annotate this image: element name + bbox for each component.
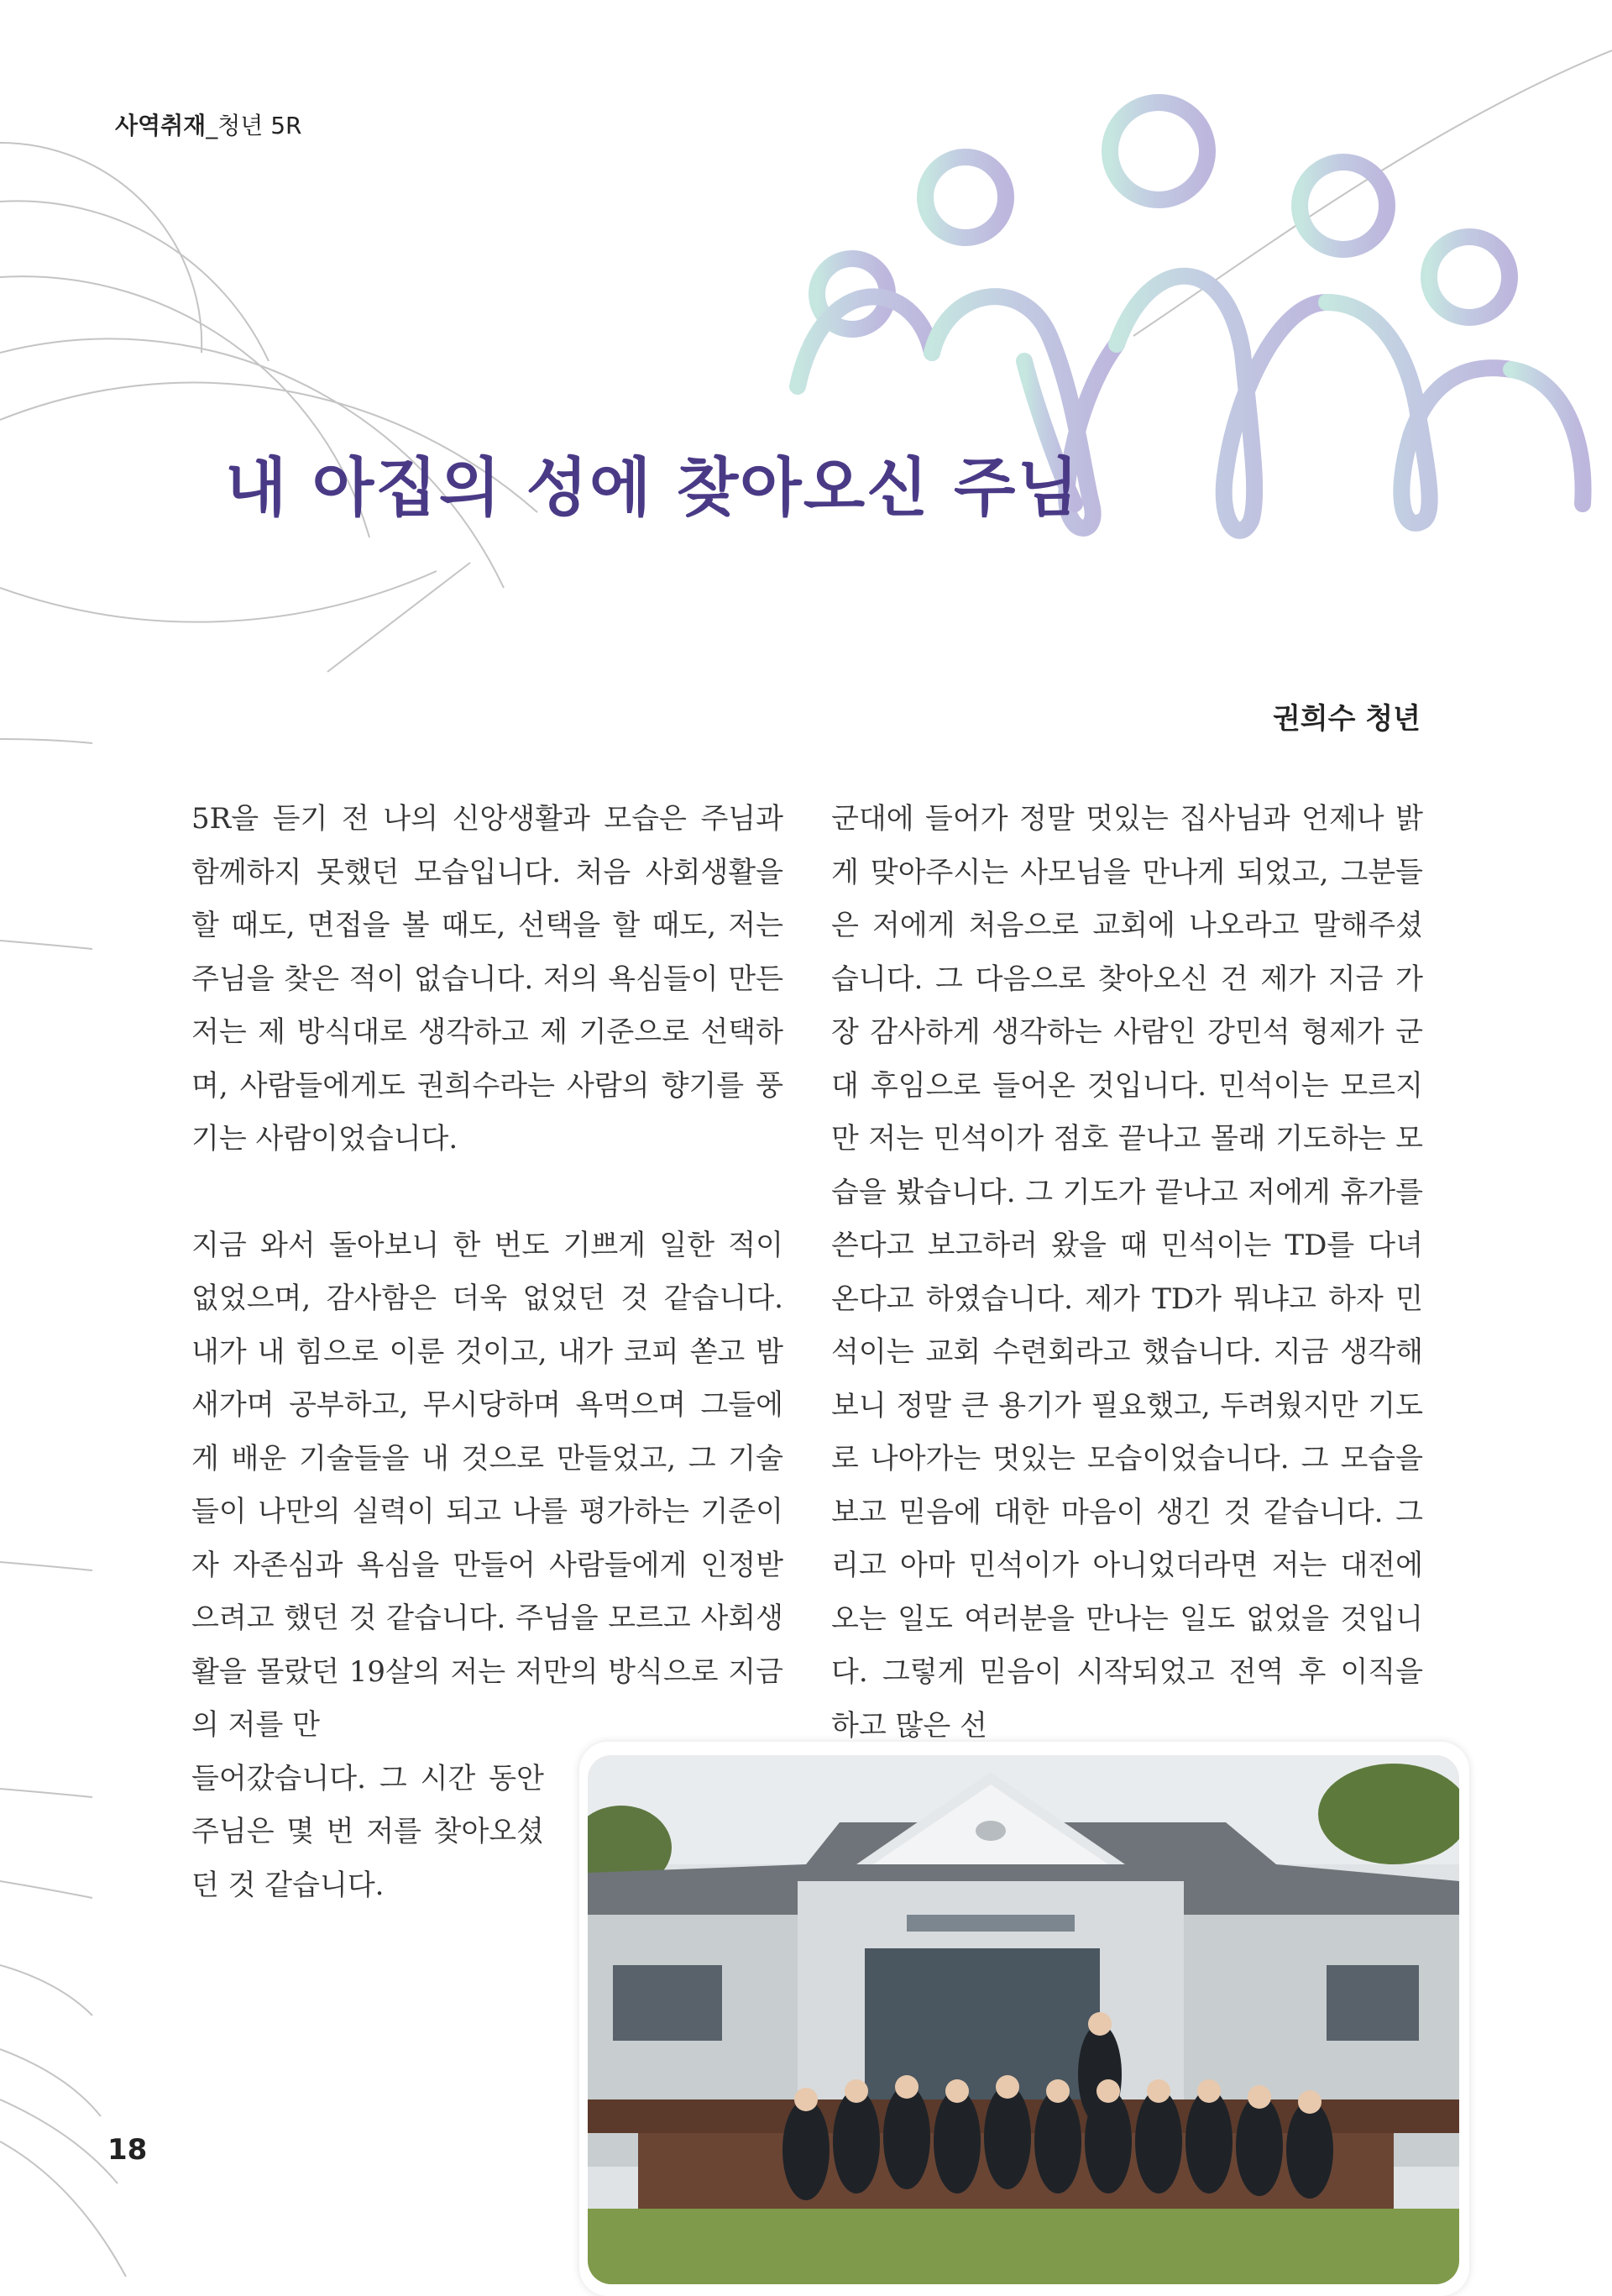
paragraph: 5R을 듣기 전 나의 신앙생활과 모습은 주님과 함께하지 못했던 모습입니다. 처음 사회생활을 할 때도, 면접을 볼 때도, 선택을 할 때도, 저는 주님을 찾은 적이 없습니다. 저의 욕심들이 만든 저는 제 방식대로 생각하고 제 기준으로 선택하며, 사람들에게도 권희수라는 사람의 향기를 풍기는 사람이었습니다. [191, 802, 783, 1156]
section-label: 사역취재 [115, 112, 207, 139]
group-photo-illustration [588, 1755, 1459, 2284]
section-sub: _청년 5R [206, 112, 302, 139]
author-byline: 권희수 청년 [1272, 702, 1421, 736]
paragraph: 지금 와서 돌아보니 한 번도 기쁘게 일한 적이 없었으며, 감사함은 더욱 없었던 것 같습니다. 내가 내 힘으로 이룬 것이고, 내가 코피 쏟고 밤새가며 공부하고, 무시당하며 욕먹으며 그들에게 배운 기술들을 내 것으로 만들었고, 그 기술들이 나만의 실력이 되고 나를 평가하는 기준이자 자존심과 욕심을 만들어 사람들에게 인정받으려고 했던 것 같습니다. 주님을 모르고 사회생활을 몰랐던 19살의 저는 저만의 방식으로 지금의 저를 만 [191, 1228, 783, 1742]
page-number: 18 [107, 2133, 148, 2167]
paragraph-gap [191, 1166, 783, 1219]
article-title: 내 아집의 성에 찾아오신 주님 [225, 450, 1081, 525]
paragraph-tail: 들어갔습니다. 그 시간 동안 주님은 몇 번 저를 찾아오셨던 것 같습니다. [191, 1761, 544, 1902]
paragraph: 군대에 들어가 정말 멋있는 집사님과 언제나 밝게 맞아주시는 사모님을 만나게 되었고, 그분들은 저에게 처음으로 교회에 나오라고 말해주셨습니다. 그 다음으로 찾아오신 건 제가 지금 가장 감사하게 생각하는 사람인 강민석 형제가 군대 후임으로 들어온 것입니다. 민석이는 모르지만 저는 민석이가 점호 끝나고 몰래 기도하는 모습을 봤습니다. 그 기도가 끝나고 저에게 휴가를 쓴다고 보고하러 왔을 때 민석이는 TD를 다녀온다고 하였습니다. 제가 TD가 뭐냐고 하자 민석이는 교회 수련회라고 했습니다. 지금 생각해보니 정말 큰 용기가 필요했고, 두려웠지만 기도로 나아가는 멋있는 모습이었습니다. 그 모습을 보고 믿음에 대한 마음이 생긴 것 같습니다. 그리고 아마 민석이가 아니었더라면 저는 대전에 오는 일도 여러분을 만나는 일도 없었을 것입니다. 그렇게 믿음이 시작되었고 전역 후 이직을 하고 많은 선 [831, 802, 1424, 1743]
group-photo [588, 1755, 1459, 2284]
text-column-right [831, 793, 1423, 1753]
section-header [115, 107, 301, 141]
concentric-arcs-left [0, 739, 126, 2277]
concentric-arcs-top [0, 50, 1612, 672]
